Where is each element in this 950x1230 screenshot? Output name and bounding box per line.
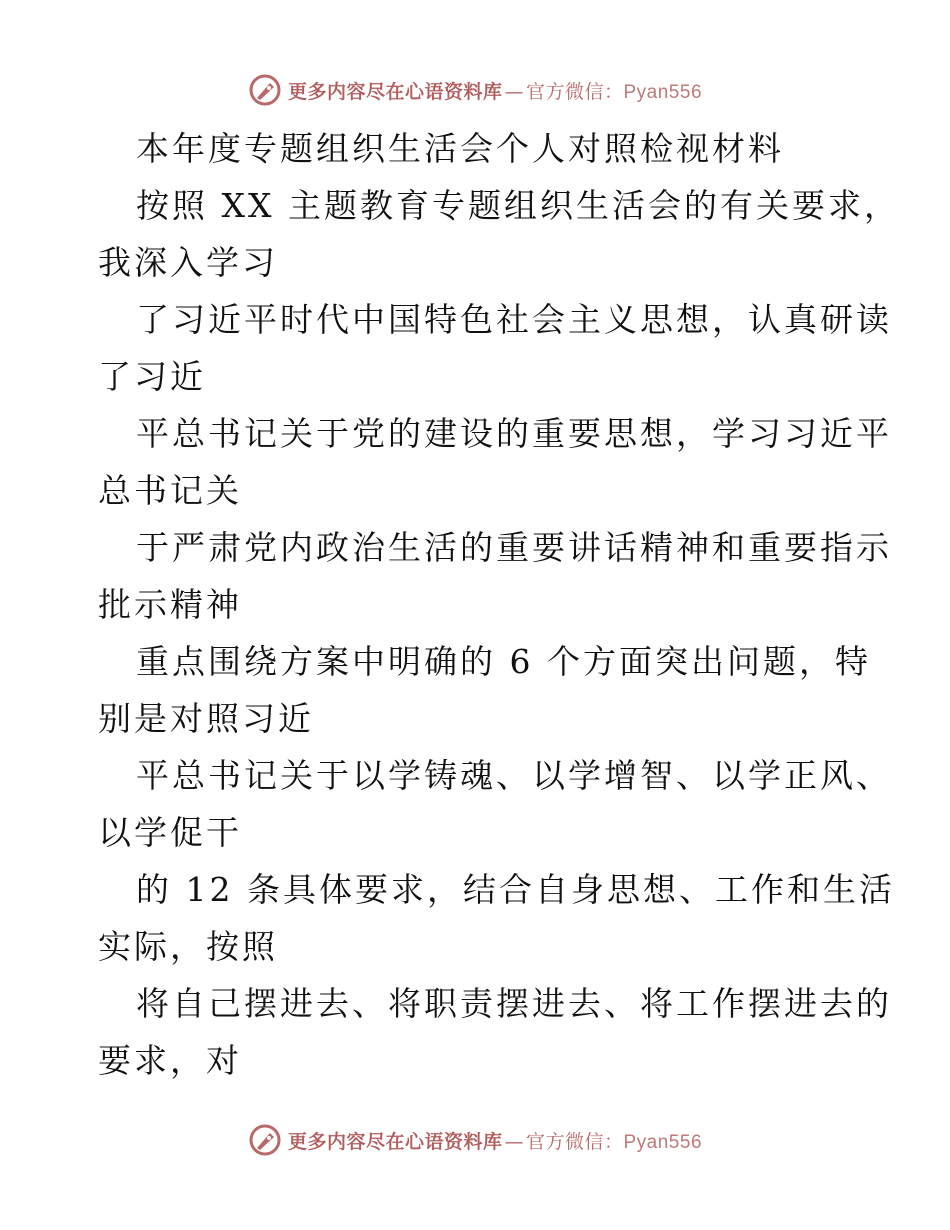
paragraph-line: 将自己摆进去、将职责摆进去、将工作摆进去的	[136, 984, 892, 1023]
header-banner	[0, 70, 950, 110]
paragraph-line: 别是对照习近	[98, 699, 314, 738]
footer-banner	[0, 1120, 950, 1160]
document-body	[98, 120, 900, 1089]
paragraph-line: 要求，对	[98, 1041, 242, 1080]
paragraph-line: 平总书记关于党的建设的重要思想，学习习近平	[136, 414, 892, 453]
footer-wechat-id: Pyan556	[623, 1131, 703, 1153]
pen-nib-circle-icon	[248, 73, 282, 107]
footer-brand: 更多内容尽在心语资料库	[287, 1130, 503, 1153]
header-wechat-id: Pyan556	[623, 81, 703, 103]
paragraph-line: 平总书记关于以学铸魂、以学增智、以学正风、	[136, 756, 892, 795]
paragraph-line: 按照 XX 主题教育专题组织生活会的有关要求，	[136, 186, 900, 225]
header-banner-text	[288, 77, 702, 104]
document-title: 本年度专题组织生活会个人对照检视材料	[136, 129, 784, 168]
paragraph-line: 批示精神	[98, 585, 242, 624]
paragraph-line: 实际，按照	[98, 927, 278, 966]
footer-banner-text	[288, 1127, 702, 1154]
header-wechat-label: 官方微信：	[525, 80, 624, 103]
paragraph-line: 于严肃党内政治生活的重要讲话精神和重要指示	[136, 528, 892, 567]
paragraph-line: 总书记关	[98, 471, 242, 510]
footer-separator: —	[504, 1130, 524, 1153]
paragraph-line: 了习近	[98, 357, 206, 396]
paragraph-line: 以学促干	[98, 813, 242, 852]
paragraph-line: 重点围绕方案中明确的 6 个方面突出问题，特	[136, 642, 871, 681]
paragraph-line: 的 12 条具体要求，结合自身思想、工作和生活	[136, 870, 895, 909]
footer-wechat-label: 官方微信：	[525, 1130, 624, 1153]
header-separator: —	[504, 80, 524, 103]
paragraph-line: 了习近平时代中国特色社会主义思想，认真研读	[136, 300, 892, 339]
header-brand: 更多内容尽在心语资料库	[287, 80, 503, 103]
paragraph-line: 我深入学习	[98, 243, 278, 282]
pen-nib-circle-icon	[248, 1123, 282, 1157]
